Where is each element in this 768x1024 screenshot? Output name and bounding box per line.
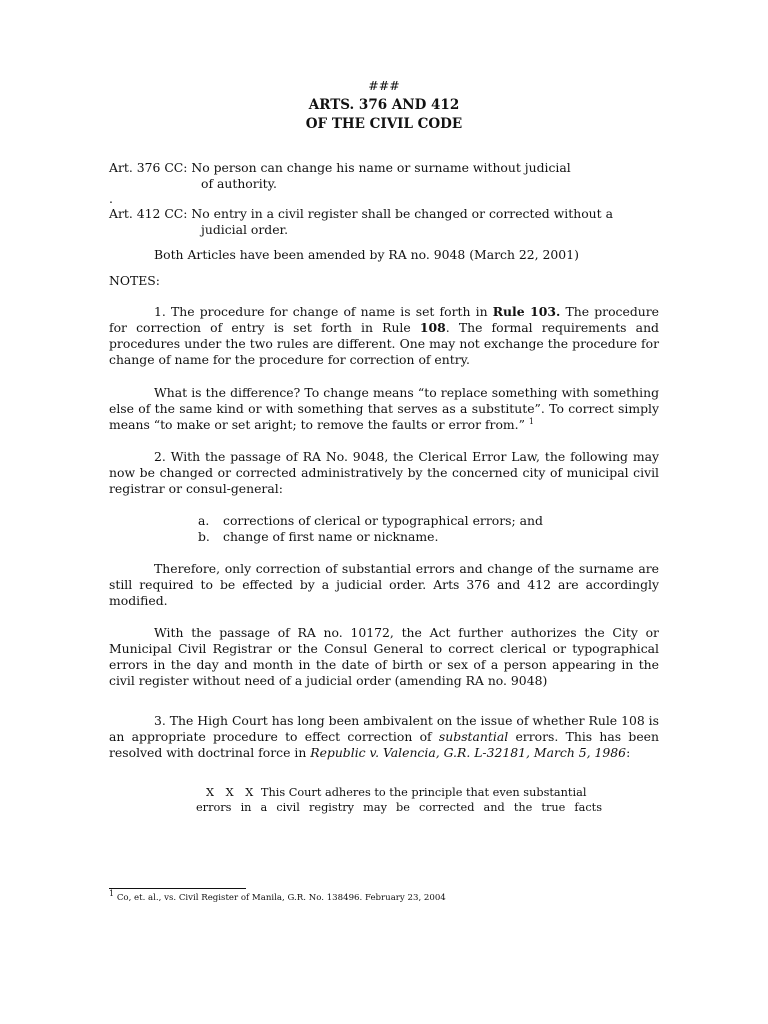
rule-108: 108: [419, 320, 446, 335]
note-1: 1. The procedure for change of name is set forth in Rule 103. The procedure for correction of entry is set forth in Rule 108. The formal requirements and procedures under the two rules are different. One may not exchange the procedure for change of name for the procedure for correction of entry.: [109, 304, 660, 367]
document-title-line-2: OF THE CIVIL CODE: [305, 116, 463, 132]
substantial-emphasis: substantial: [438, 729, 509, 744]
document-body: [109, 78, 659, 815]
list-item: b. change of first name or nickname.: [198, 529, 439, 544]
difference-paragraph: What is the difference? To change means “to replace something with something else of the same kind or with something that serves as a substitute”. To correct simply means “to make or set aright; to remove the faults or error from.” $^1$: [109, 385, 659, 432]
note-3: 3. The High Court has long been ambivalent on the issue of whether Rule 108 is an appropriate procedure to effect correction of substantial errors. This has been resolved with doctrinal force in Republic v. Valencia, G.R. L-32181, March 5, 1986:: [109, 713, 659, 760]
article-412: Art. 412 CC: No entry in a civil register shall be changed or corrected without a: [109, 206, 613, 221]
article-412-continuation: judicial order.: [201, 222, 289, 237]
ellipsis-marker: X X X: [206, 786, 258, 799]
ra-10172-paragraph: With the passage of RA no. 10172, the Act further authorizes the City or Municipal Civil Registrar or the Consul General to correct clerical or typographical errors in the day and month in the date of birth or sex of a person appearing in the civil register without need of a judicial order (amending RA no. 9048): [109, 625, 659, 688]
footnote: $^1$ Co, et. al., vs. Civil Register of Manila, G.R. No. 138496. February 23, 2004: [109, 889, 446, 903]
case-citation: Republic v. Valencia, G.R. L-32181, March 5, 1986: [310, 745, 627, 760]
note-2: 2. With the passage of RA No. 9048, the Clerical Error Law, the following may now be changed or corrected administratively by the concerned city of municipal civil registrar or consul-general:: [109, 449, 659, 496]
rule-103: Rule 103.: [492, 304, 561, 319]
footnote-reference: 1: [528, 416, 534, 426]
section-marker: ###: [368, 78, 400, 93]
administrative-changes-list: [198, 513, 659, 545]
footnote-divider: [109, 888, 246, 889]
block-quote: X X X This Court adheres to the principle that even substantial errors in a civil registry may be corrected and the true facts: [196, 786, 602, 814]
notes-heading: NOTES:: [109, 273, 160, 288]
amendment-note: Both Articles have been amended by RA no. 9048 (March 22, 2001): [154, 247, 579, 262]
therefore-paragraph: Therefore, only correction of substantial errors and change of the surname are still required to be effected by a judicial order. Arts 376 and 412 are accordingly modified.: [109, 561, 659, 608]
separator-dot: .: [109, 191, 113, 206]
article-376-continuation: of authority.: [201, 176, 277, 191]
list-item: a. corrections of clerical or typographical errors; and: [198, 513, 543, 528]
document-title-line-1: ARTS. 376 AND 412: [308, 97, 460, 113]
article-376: Art. 376 CC: No person can change his name or surname without judicial: [109, 160, 571, 175]
